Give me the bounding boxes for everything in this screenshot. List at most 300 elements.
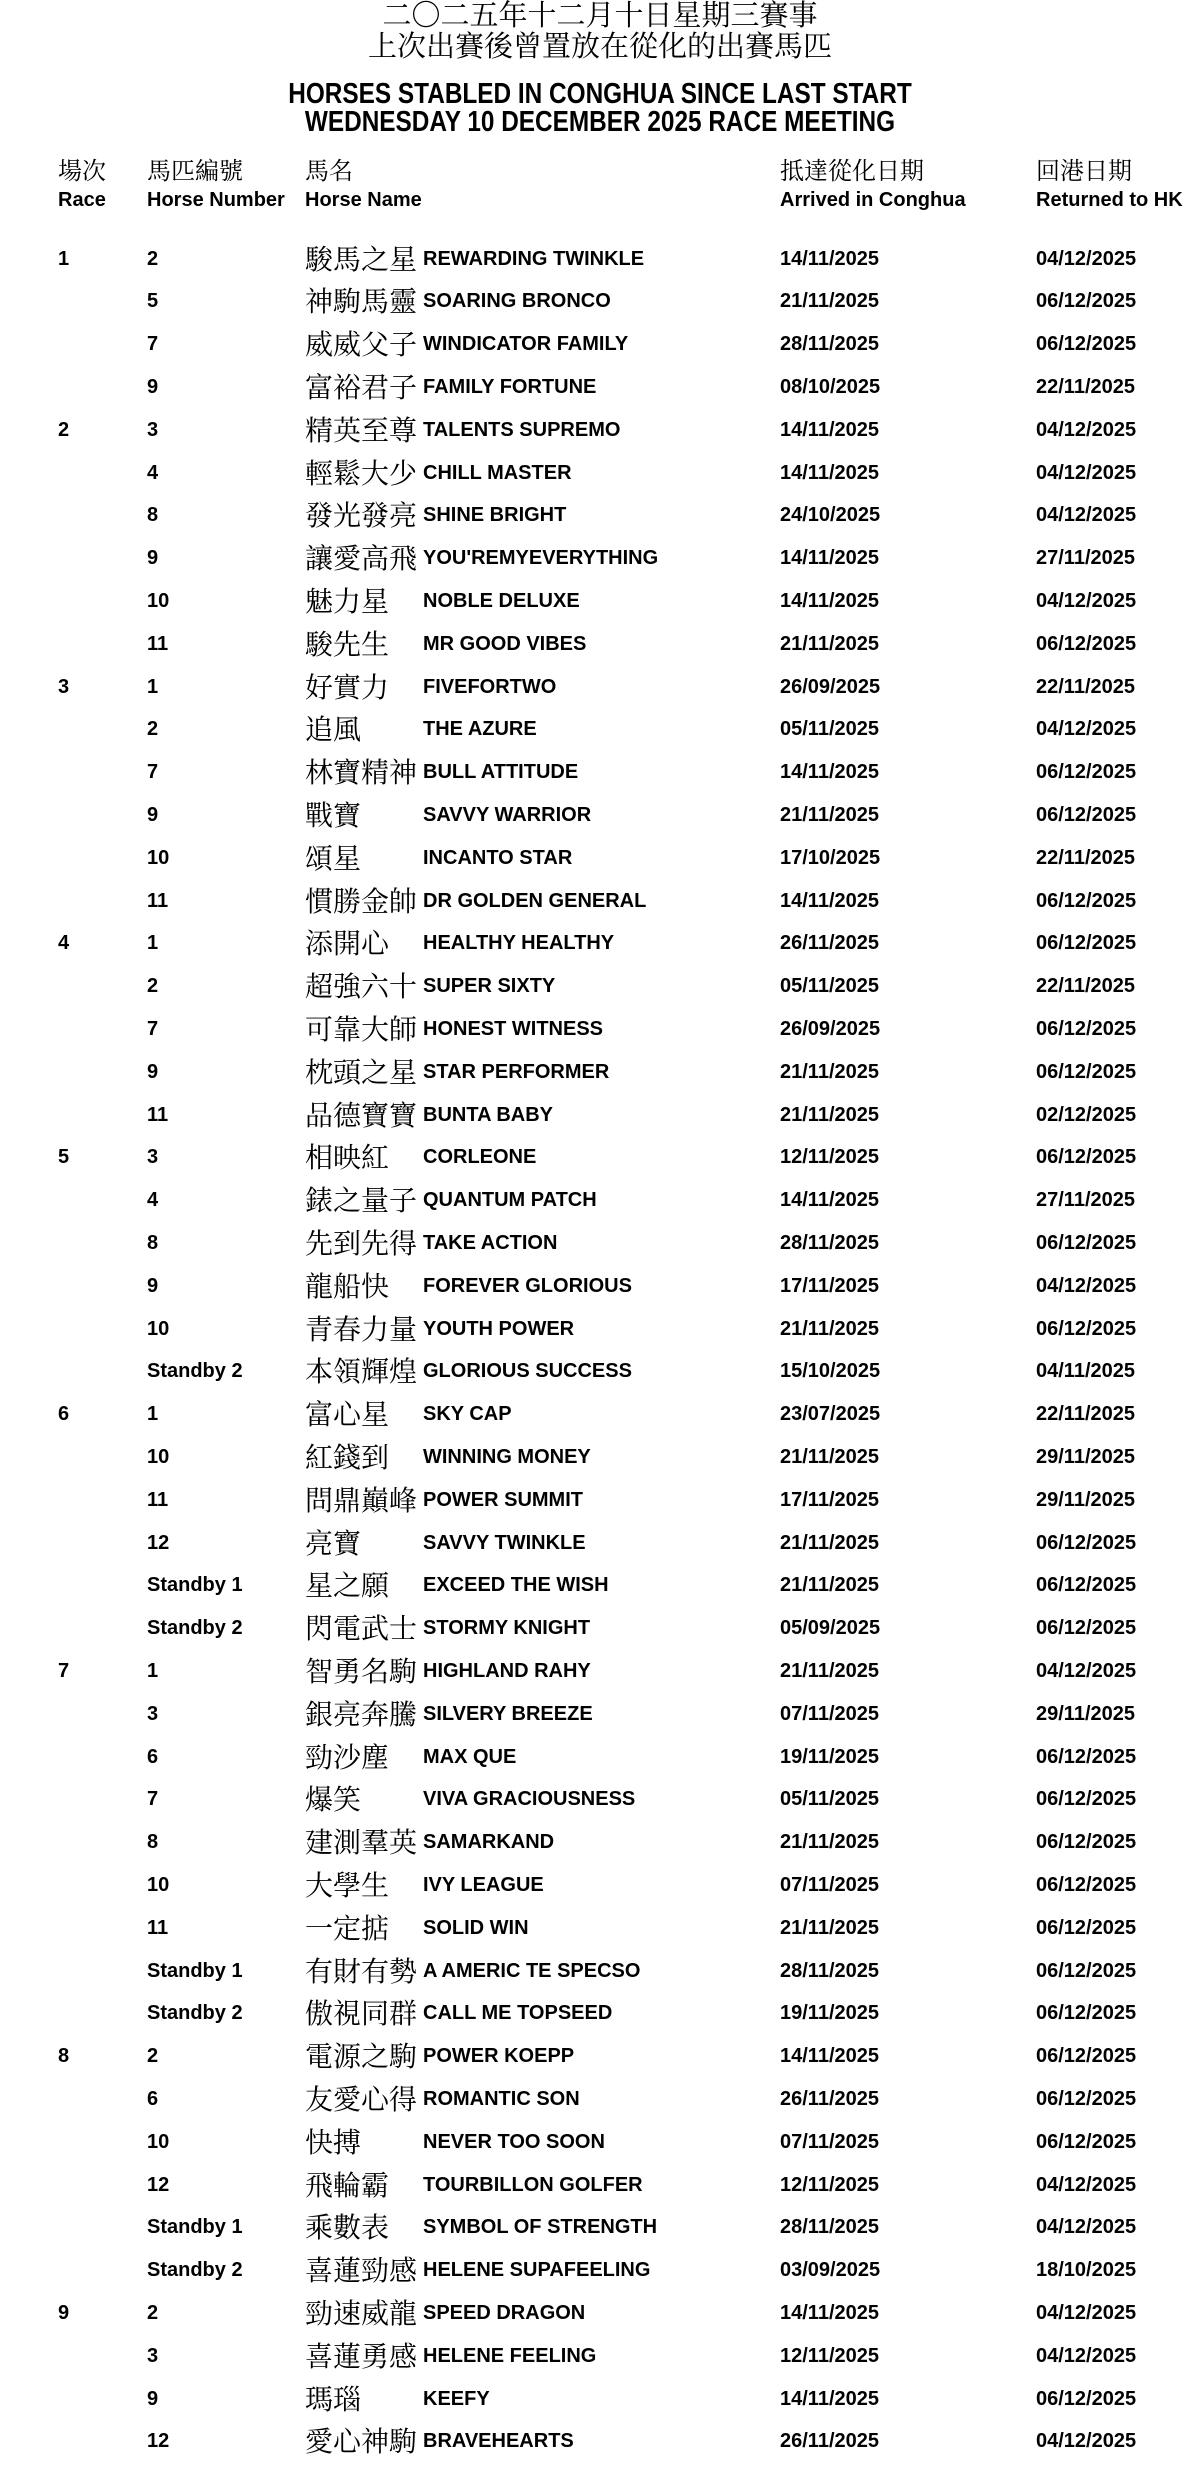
horse-name-english: STAR PERFORMER (423, 1060, 610, 1083)
returned-date: 06/12/2025 (1036, 1531, 1137, 1554)
horse-name-chinese: 乘數表 (305, 2212, 390, 2244)
arrived-date: 28/11/2025 (780, 1959, 879, 1982)
arrived-date: 21/11/2025 (780, 1831, 879, 1854)
returned-date: 06/12/2025 (1036, 1574, 1137, 1597)
horse-name-chinese: 飛輪霸 (305, 2169, 390, 2201)
horse-number: 10 (147, 589, 170, 612)
table-row (0, 1864, 1200, 1907)
horse-name-chinese: 威威父子 (305, 329, 418, 361)
horse-name-chinese: 添開心 (305, 928, 390, 960)
table-row (0, 1778, 1200, 1821)
returned-date: 06/12/2025 (1036, 2002, 1137, 2025)
horse-name-english: BULL ATTITUDE (423, 761, 579, 784)
returned-date: 27/11/2025 (1036, 1189, 1135, 1212)
arrived-date: 26/09/2025 (780, 1017, 881, 1040)
horse-name-chinese: 閃電武士 (305, 1613, 418, 1645)
table-row (0, 965, 1200, 1008)
returned-date: 22/11/2025 (1036, 375, 1135, 398)
returned-date: 29/11/2025 (1036, 1488, 1135, 1511)
horse-name-english: NEVER TOO SOON (423, 2130, 605, 2153)
column-header-race-en: Race (58, 189, 106, 211)
horse-number: Standby 2 (147, 2259, 243, 2282)
table-row (0, 1094, 1200, 1137)
race-number: 2 (58, 418, 70, 441)
table-row (0, 1950, 1200, 1993)
returned-date: 04/12/2025 (1036, 2173, 1137, 2196)
horse-name-chinese: 戰寶 (305, 799, 362, 831)
horse-name-english: SYMBOL OF STRENGTH (423, 2216, 658, 2239)
horse-name-chinese: 智勇名駒 (305, 1655, 418, 1687)
column-header-returned-zh: 回港日期 (1036, 158, 1132, 185)
table-row (0, 1992, 1200, 2035)
returned-date: 06/12/2025 (1036, 333, 1137, 356)
table-row (0, 280, 1200, 323)
returned-date: 06/12/2025 (1036, 1916, 1137, 1939)
column-header-race-zh: 場次 (58, 158, 106, 185)
horse-number: 12 (147, 1531, 170, 1554)
arrived-date: 12/11/2025 (780, 1146, 879, 1169)
horse-name-english: QUANTUM PATCH (423, 1189, 597, 1212)
horse-number: 2 (147, 2045, 159, 2068)
arrived-date: 28/11/2025 (780, 333, 879, 356)
horse-name-english: BRAVEHEARTS (423, 2430, 574, 2453)
horse-name-english: WINDICATOR FAMILY (423, 333, 629, 356)
table-row (0, 2206, 1200, 2249)
returned-date: 22/11/2025 (1036, 975, 1135, 998)
horse-name-chinese: 駿馬之星 (305, 243, 418, 275)
horse-name-english: SOLID WIN (423, 1916, 529, 1939)
race-number: 3 (58, 675, 70, 698)
arrived-date: 14/11/2025 (780, 889, 879, 912)
column-header-returned-en: Returned to HK (1036, 189, 1183, 211)
returned-date: 29/11/2025 (1036, 1445, 1135, 1468)
race-number: 9 (58, 2301, 70, 2324)
horse-name-english: HONEST WITNESS (423, 1017, 604, 1040)
horse-name-chinese: 神駒馬靈 (305, 286, 418, 318)
horse-name-chinese: 電源之駒 (305, 2041, 418, 2073)
horse-name-chinese: 友愛心得 (305, 2083, 418, 2115)
arrived-date: 26/09/2025 (780, 675, 881, 698)
table-row (0, 366, 1200, 409)
horse-name-chinese: 問鼎巔峰 (305, 1484, 418, 1516)
horse-name-english: SPEED DRAGON (423, 2301, 586, 2324)
horse-name-chinese: 本領輝煌 (305, 1356, 418, 1388)
arrived-date: 12/11/2025 (780, 2344, 879, 2367)
returned-date: 18/10/2025 (1036, 2259, 1137, 2282)
horse-name-chinese: 頌星 (305, 842, 362, 874)
arrived-date: 26/11/2025 (780, 932, 879, 955)
arrived-date: 14/11/2025 (780, 461, 879, 484)
horse-name-chinese: 富心星 (305, 1399, 390, 1431)
column-header-name-en: Horse Name (305, 189, 422, 211)
column-header-name-zh: 馬名 (305, 158, 353, 185)
arrived-date: 07/11/2025 (780, 2130, 879, 2153)
horse-number: 10 (147, 2130, 170, 2153)
table-row (0, 2292, 1200, 2335)
arrived-date: 21/11/2025 (780, 1659, 879, 1682)
horse-number: 11 (147, 632, 169, 655)
returned-date: 06/12/2025 (1036, 803, 1137, 826)
returned-date: 06/12/2025 (1036, 1060, 1137, 1083)
table-row (0, 1479, 1200, 1522)
horse-name-chinese: 可靠大師 (305, 1013, 418, 1045)
horse-name-english: POWER SUMMIT (423, 1488, 583, 1511)
table-row (0, 238, 1200, 281)
arrived-date: 28/11/2025 (780, 2216, 879, 2239)
horse-number: Standby 2 (147, 2002, 243, 2025)
table-row (0, 1350, 1200, 1393)
horse-name-chinese: 銀亮奔騰 (305, 1698, 418, 1730)
table-row (0, 494, 1200, 537)
arrived-date: 07/11/2025 (780, 1873, 879, 1896)
table-row (0, 2078, 1200, 2121)
horse-name-english: STORMY KNIGHT (423, 1617, 591, 1640)
horse-name-english: SOARING BRONCO (423, 290, 611, 313)
table-row (0, 1564, 1200, 1607)
horse-name-chinese: 好實力 (305, 671, 390, 703)
arrived-date: 14/11/2025 (780, 1189, 879, 1212)
arrived-date: 28/11/2025 (780, 1231, 879, 1254)
horse-name-chinese: 星之願 (305, 1570, 390, 1602)
horse-name-chinese: 富裕君子 (305, 371, 418, 403)
horse-name-english: CHILL MASTER (423, 461, 572, 484)
arrived-date: 17/11/2025 (780, 1274, 879, 1297)
horse-name-chinese: 爆笑 (305, 1784, 362, 1816)
horse-name-chinese: 枕頭之星 (305, 1056, 418, 1088)
horse-name-chinese: 喜蓮勁感 (305, 2255, 418, 2287)
horse-name-chinese: 魅力星 (305, 585, 390, 617)
arrived-date: 05/09/2025 (780, 1617, 881, 1640)
table-row (0, 837, 1200, 880)
horse-name-chinese: 發光發亮 (305, 500, 418, 532)
arrived-date: 24/10/2025 (780, 504, 881, 527)
arrived-date: 21/11/2025 (780, 1103, 879, 1126)
horse-number: 7 (147, 761, 159, 784)
returned-date: 04/12/2025 (1036, 1274, 1137, 1297)
horse-name-english: HEALTHY HEALTHY (423, 932, 615, 955)
race-number: 1 (58, 247, 70, 270)
arrived-date: 17/10/2025 (780, 846, 881, 869)
table-row (0, 1607, 1200, 1650)
horse-name-english: GLORIOUS SUCCESS (423, 1360, 632, 1383)
horse-name-english: YOUTH POWER (423, 1317, 575, 1340)
arrived-date: 08/10/2025 (780, 375, 881, 398)
returned-date: 06/12/2025 (1036, 1146, 1137, 1169)
horse-number: Standby 2 (147, 1617, 243, 1640)
horse-number: 7 (147, 1017, 159, 1040)
horse-number: 9 (147, 1274, 159, 1297)
horse-number: 6 (147, 2087, 159, 2110)
arrived-date: 19/11/2025 (780, 2002, 879, 2025)
horse-name-english: SUPER SIXTY (423, 975, 556, 998)
returned-date: 04/11/2025 (1036, 1360, 1135, 1383)
horse-name-english: ROMANTIC SON (423, 2087, 580, 2110)
horse-name-english: WINNING MONEY (423, 1445, 591, 1468)
arrived-date: 26/11/2025 (780, 2430, 879, 2453)
horse-name-chinese: 建測羣英 (305, 1827, 418, 1859)
returned-date: 02/12/2025 (1036, 1103, 1137, 1126)
horse-number: 12 (147, 2173, 170, 2196)
returned-date: 04/12/2025 (1036, 1659, 1137, 1682)
horse-name-english: MAX QUE (423, 1745, 517, 1768)
horse-name-chinese: 一定掂 (305, 1912, 390, 1944)
returned-date: 06/12/2025 (1036, 889, 1137, 912)
horse-name-chinese: 愛心神駒 (305, 2426, 418, 2458)
horse-name-english: BUNTA BABY (423, 1103, 553, 1126)
returned-date: 06/12/2025 (1036, 1231, 1137, 1254)
returned-date: 29/11/2025 (1036, 1702, 1135, 1725)
horse-number: 8 (147, 504, 159, 527)
horse-name-english: SAVVY TWINKLE (423, 1531, 586, 1554)
horse-name-chinese: 慣勝金帥 (305, 885, 418, 917)
returned-date: 06/12/2025 (1036, 1617, 1137, 1640)
arrived-date: 14/11/2025 (780, 2045, 879, 2068)
table-row (0, 409, 1200, 452)
table-row (0, 1736, 1200, 1779)
returned-date: 06/12/2025 (1036, 1788, 1137, 1811)
arrived-date: 21/11/2025 (780, 1060, 879, 1083)
arrived-date: 05/11/2025 (780, 718, 879, 741)
returned-date: 06/12/2025 (1036, 761, 1137, 784)
horse-name-english: A AMERIC TE SPECSO (423, 1959, 641, 1982)
horse-number: 6 (147, 1745, 159, 1768)
returned-date: 06/12/2025 (1036, 2130, 1137, 2153)
returned-date: 04/12/2025 (1036, 504, 1137, 527)
table-row (0, 2035, 1200, 2078)
horse-number: 10 (147, 846, 170, 869)
table-row (0, 708, 1200, 751)
table-row (0, 1650, 1200, 1693)
page-title-english-line2: WEDNESDAY 10 DECEMBER 2025 RACE MEETING (304, 106, 896, 138)
horse-name-english: VIVA GRACIOUSNESS (423, 1788, 636, 1811)
table-row (0, 2121, 1200, 2164)
returned-date: 06/12/2025 (1036, 1959, 1137, 1982)
race-number: 5 (58, 1146, 70, 1169)
horse-name-chinese: 紅錢到 (305, 1441, 390, 1473)
horse-number: 8 (147, 1831, 159, 1854)
arrived-date: 12/11/2025 (780, 2173, 879, 2196)
horse-name-english: TOURBILLON GOLFER (423, 2173, 643, 2196)
horse-name-chinese: 勁速威龍 (305, 2297, 418, 2329)
returned-date: 22/11/2025 (1036, 675, 1135, 698)
arrived-date: 21/11/2025 (780, 1317, 879, 1340)
horse-number: 3 (147, 418, 159, 441)
horse-name-english: YOU'REMYEVERYTHING (423, 547, 659, 570)
table-row (0, 2249, 1200, 2292)
page-title-chinese-line2: 上次出賽後曾置放在從化的出賽馬匹 (367, 31, 832, 63)
table-row (0, 880, 1200, 923)
horse-name-chinese: 超強六十 (305, 971, 418, 1003)
returned-date: 04/12/2025 (1036, 2216, 1137, 2239)
table-row (0, 794, 1200, 837)
horse-name-english: CORLEONE (423, 1146, 537, 1169)
horse-name-english: SAMARKAND (423, 1831, 555, 1854)
horse-number: 9 (147, 2387, 159, 2410)
horse-number: 1 (147, 1659, 159, 1682)
returned-date: 06/12/2025 (1036, 290, 1137, 313)
horse-number: 3 (147, 1146, 159, 1169)
table-row (0, 1179, 1200, 1222)
horse-name-english: HELENE FEELING (423, 2344, 597, 2367)
horse-number: Standby 1 (147, 1574, 243, 1597)
returned-date: 06/12/2025 (1036, 1317, 1137, 1340)
horse-number: 3 (147, 2344, 159, 2367)
horse-name-english: EXCEED THE WISH (423, 1574, 609, 1597)
column-header-arrived-zh: 抵達從化日期 (780, 158, 924, 185)
returned-date: 04/12/2025 (1036, 418, 1137, 441)
horse-number: 1 (147, 1403, 159, 1426)
horse-number: 7 (147, 1788, 159, 1811)
returned-date: 06/12/2025 (1036, 632, 1137, 655)
horse-number: 2 (147, 2301, 159, 2324)
horse-name-english: SILVERY BREEZE (423, 1702, 593, 1725)
horse-number: 1 (147, 932, 159, 955)
returned-date: 06/12/2025 (1036, 1831, 1137, 1854)
arrived-date: 03/09/2025 (780, 2259, 881, 2282)
returned-date: 04/12/2025 (1036, 2344, 1137, 2367)
horse-name-english: FOREVER GLORIOUS (423, 1274, 632, 1297)
horse-number: 11 (147, 1488, 169, 1511)
horse-name-chinese: 先到先得 (305, 1227, 418, 1259)
horse-name-english: SAVVY WARRIOR (423, 803, 592, 826)
horse-name-english: MR GOOD VIBES (423, 632, 587, 655)
returned-date: 06/12/2025 (1036, 2045, 1137, 2068)
returned-date: 06/12/2025 (1036, 2387, 1137, 2410)
table-row (0, 1393, 1200, 1436)
arrived-date: 21/11/2025 (780, 290, 879, 313)
horse-name-chinese: 傲視同群 (305, 1998, 418, 2030)
horse-number: 3 (147, 1702, 159, 1725)
returned-date: 27/11/2025 (1036, 547, 1135, 570)
horse-name-chinese: 相映紅 (305, 1142, 390, 1174)
table-row (0, 1136, 1200, 1179)
horse-number: 8 (147, 1231, 159, 1254)
returned-date: 06/12/2025 (1036, 1745, 1137, 1768)
horse-name-english: NOBLE DELUXE (423, 589, 580, 612)
returned-date: 04/12/2025 (1036, 2301, 1137, 2324)
arrived-date: 14/11/2025 (780, 2387, 879, 2410)
horse-number: Standby 1 (147, 2216, 243, 2239)
horse-name-chinese: 快搏 (305, 2126, 362, 2158)
arrived-date: 17/11/2025 (780, 1488, 879, 1511)
horse-number: 2 (147, 975, 159, 998)
table-row (0, 1222, 1200, 1265)
table-row (0, 922, 1200, 965)
horse-name-chinese: 青春力量 (305, 1313, 418, 1345)
horse-name-chinese: 品德寶寶 (305, 1099, 418, 1131)
horse-number: 10 (147, 1445, 170, 1468)
horse-number: 4 (147, 1189, 159, 1212)
horse-name-chinese: 亮寶 (305, 1527, 362, 1559)
horse-name-english: CALL ME TOPSEED (423, 2002, 613, 2025)
horse-name-english: REWARDING TWINKLE (423, 247, 645, 270)
arrived-date: 21/11/2025 (780, 1916, 879, 1939)
arrived-date: 14/11/2025 (780, 247, 879, 270)
horse-name-chinese: 讓愛高飛 (305, 543, 418, 575)
horse-number: 7 (147, 333, 159, 356)
horse-name-chinese: 龍船快 (305, 1270, 390, 1302)
horse-name-chinese: 瑪瑙 (305, 2383, 362, 2415)
arrived-date: 23/07/2025 (780, 1403, 881, 1426)
arrived-date: 21/11/2025 (780, 1445, 879, 1468)
table-row (0, 666, 1200, 709)
arrived-date: 05/11/2025 (780, 975, 879, 998)
horse-name-english: FIVEFORTWO (423, 675, 557, 698)
returned-date: 04/12/2025 (1036, 247, 1137, 270)
race-number: 6 (58, 1403, 70, 1426)
returned-date: 22/11/2025 (1036, 1403, 1135, 1426)
horse-name-english: IVY LEAGUE (423, 1873, 544, 1896)
table-row (0, 580, 1200, 623)
table-row (0, 1008, 1200, 1051)
horse-name-chinese: 追風 (305, 714, 362, 746)
horse-name-chinese: 林寶精神 (305, 757, 418, 789)
table-row (0, 1051, 1200, 1094)
horse-number: 1 (147, 675, 159, 698)
horse-name-english: SKY CAP (423, 1403, 512, 1426)
horse-number: 9 (147, 547, 159, 570)
table-row (0, 751, 1200, 794)
table-row (0, 2335, 1200, 2378)
horse-number: 11 (147, 1916, 169, 1939)
table-row (0, 1436, 1200, 1479)
table-row (0, 452, 1200, 495)
horse-name-english: TAKE ACTION (423, 1231, 558, 1254)
horse-name-english: DR GOLDEN GENERAL (423, 889, 647, 912)
column-header-arrived-en: Arrived in Conghua (780, 189, 966, 211)
arrived-date: 26/11/2025 (780, 2087, 879, 2110)
horse-number: 5 (147, 290, 159, 313)
table-row (0, 623, 1200, 666)
horse-number: 9 (147, 803, 159, 826)
horse-number: 9 (147, 375, 159, 398)
horse-name-chinese: 錶之量子 (305, 1185, 418, 1217)
table-row (0, 1522, 1200, 1565)
horse-name-english: THE AZURE (423, 718, 537, 741)
arrived-date: 14/11/2025 (780, 589, 879, 612)
horse-name-chinese: 有財有勢 (305, 1955, 418, 1987)
arrived-date: 14/11/2025 (780, 547, 879, 570)
arrived-date: 19/11/2025 (780, 1745, 879, 1768)
column-header-number-en: Horse Number (147, 189, 285, 211)
horse-number: Standby 1 (147, 1959, 243, 1982)
horse-name-chinese: 勁沙塵 (305, 1741, 390, 1773)
returned-date: 04/12/2025 (1036, 718, 1137, 741)
arrived-date: 07/11/2025 (780, 1702, 879, 1725)
table-row (0, 1308, 1200, 1351)
horse-number: 9 (147, 1060, 159, 1083)
returned-date: 06/12/2025 (1036, 932, 1137, 955)
horse-name-english: HELENE SUPAFEELING (423, 2259, 651, 2282)
arrived-date: 05/11/2025 (780, 1788, 879, 1811)
arrived-date: 14/11/2025 (780, 418, 879, 441)
horse-name-chinese: 喜蓮勇感 (305, 2340, 418, 2372)
horse-number: 2 (147, 247, 159, 270)
horse-number: 10 (147, 1873, 170, 1896)
column-header-number-zh: 馬匹編號 (147, 158, 243, 185)
table-row (0, 1821, 1200, 1864)
arrived-date: 14/11/2025 (780, 761, 879, 784)
table-row (0, 323, 1200, 366)
arrived-date: 15/10/2025 (780, 1360, 881, 1383)
race-number: 7 (58, 1659, 70, 1682)
horse-name-chinese: 精英至尊 (305, 414, 418, 446)
horse-name-chinese: 駿先生 (305, 628, 390, 660)
horse-name-chinese: 輕鬆大少 (305, 457, 418, 489)
horse-number: 12 (147, 2430, 170, 2453)
returned-date: 22/11/2025 (1036, 846, 1135, 869)
horse-number: 2 (147, 718, 159, 741)
